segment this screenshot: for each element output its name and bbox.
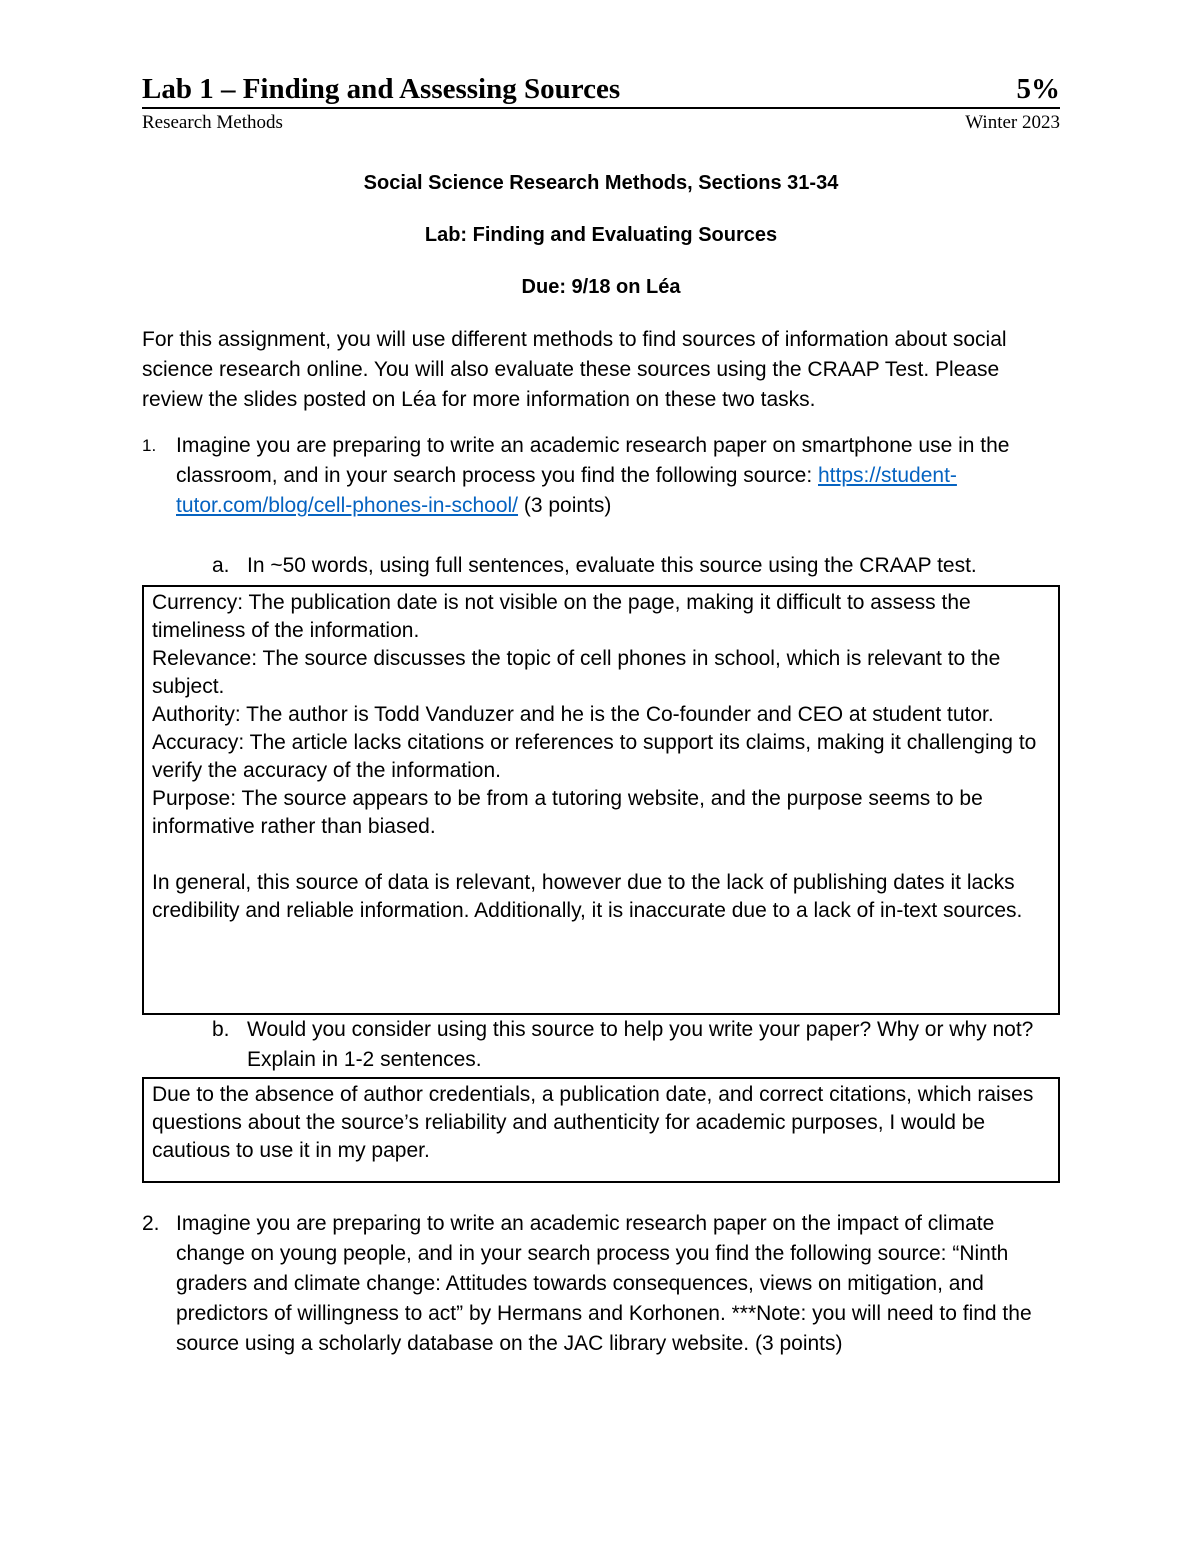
answer-summary: In general, this source of data is relevant, however due to the lack of publishing dates it lacks credibility and reliable information. Additionally, it is inaccurate due to a lack of in-text sources. [152, 871, 1023, 922]
answer-spacer [152, 841, 1050, 869]
assignment-title: Lab: Finding and Evaluating Sources [424, 224, 778, 246]
source-link[interactable]: https://student-tutor.com/blog/cell-phones-in-school/ [176, 464, 957, 517]
due-date: Due: 9/18 on Léa [521, 276, 681, 298]
intro-paragraph: For this assignment, you will use different methods to find sources of information about social science research online. You will also evaluate these sources using the CRAAP Test. Please review the slides posted on Léa for more information on these two tasks. [142, 328, 1007, 411]
question-2 [142, 1209, 1060, 1359]
document-page [142, 72, 1060, 1359]
answer-relevance: Relevance: The source discusses the topic of cell phones in school, which is relevant to the subject. [152, 647, 1001, 698]
answer-purpose: Purpose: The source appears to be from a tutoring website, and the purpose seems to be informative rather than biased. [152, 787, 983, 838]
lab-weight: 5% [1016, 73, 1060, 105]
answer-authority: Authority: The author is Todd Vanduzer and he is the Co-founder and CEO at student tutor. [152, 703, 994, 726]
course-name: Research Methods [142, 112, 283, 133]
term: Winter 2023 [965, 112, 1060, 133]
question-1a-prompt: In ~50 words, using full sentences, evaluate this source using the CRAAP test. [247, 554, 977, 577]
document-subheader [142, 111, 1060, 135]
question-2-number: 2. [142, 1212, 160, 1235]
answer-1b-text: Due to the absence of author credentials, a publication date, and correct citations, which raises questions about the source’s reliability and authenticity for academic purposes, I would be cautious to use it in my paper. [152, 1083, 1034, 1162]
question-1a [142, 551, 1060, 581]
question-1b-prompt: Would you consider using this source to help you write your paper? Why or why not? Explain in 1-2 sentences. [247, 1018, 1034, 1071]
question-1b-letter: b. [212, 1018, 230, 1041]
answer-box-1b[interactable] [142, 1077, 1060, 1183]
question-1-points: (3 points) [518, 494, 612, 517]
document-header [142, 72, 1060, 109]
question-1 [142, 431, 1060, 521]
question-1b [142, 1015, 1060, 1075]
question-2-text: Imagine you are preparing to write an academic research paper on the impact of climate change on young people, and in your search process you find the following source: “Ninth graders and climate change: Attitudes towards consequences, views on mitigation, and predictors of willingness to act” by Hermans and Korhonen. ***Note: you will need to find the source using a scholarly database on the JAC library website. (3 points) [176, 1212, 1032, 1355]
answer-box-1a[interactable] [142, 585, 1060, 1015]
lab-title: Lab 1 – Finding and Assessing Sources [142, 73, 621, 105]
course-title: Social Science Research Methods, Sections 31-34 [363, 172, 839, 194]
answer-currency: Currency: The publication date is not visible on the page, making it difficult to assess the timeliness of the information. [152, 591, 971, 642]
question-1-number: 1. [142, 436, 157, 455]
answer-accuracy: Accuracy: The article lacks citations or references to support its claims, making it challenging to verify the accuracy of the information. [152, 731, 1037, 782]
question-1a-letter: a. [212, 554, 230, 577]
question-1-text: Imagine you are preparing to write an academic research paper on smartphone use in the classroom, and in your search process you find the following source: [176, 434, 1010, 487]
